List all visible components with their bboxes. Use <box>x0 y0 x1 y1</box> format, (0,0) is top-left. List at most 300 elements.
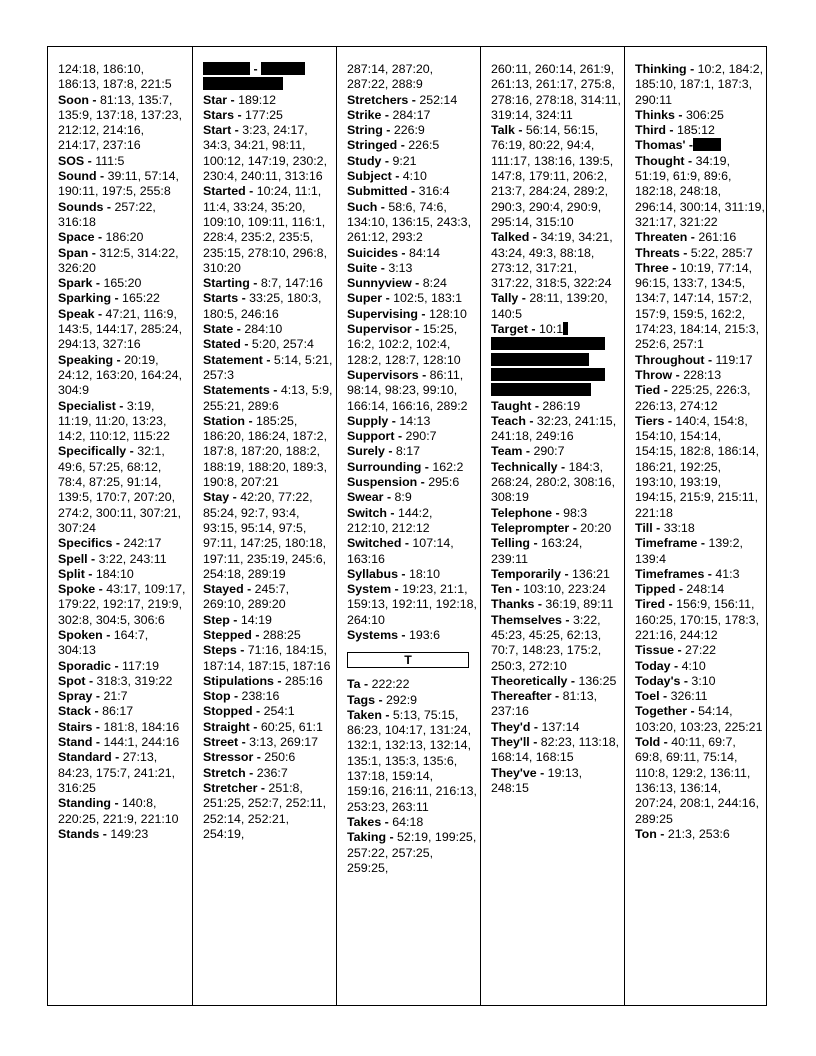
page-references: 102:5, 183:1 <box>393 291 463 306</box>
index-entry: Supervisors - 86:11, 98:14, 98:23, 99:10, 166:14, 166:16, 289:2 <box>347 367 468 413</box>
index-entry: Throw - 228:13 <box>635 367 722 382</box>
index-entry: Study - 9:21 <box>347 153 417 168</box>
index-entry: Stairs - 181:8, 184:16 <box>58 719 180 734</box>
page-references: 33:25, 180:3, 180:5, 246:16 <box>203 291 322 321</box>
index-term: Talk <box>491 123 515 138</box>
index-term: Stack <box>58 704 92 719</box>
page-references: 20:20 <box>580 520 612 535</box>
page-references: 5:20, 257:4 <box>251 337 314 352</box>
index-term: Subject <box>347 169 392 184</box>
page-references: 285:16 <box>284 673 323 688</box>
index-term: Spoke <box>58 582 96 597</box>
index-term: Thought <box>635 153 685 168</box>
index-term: Three <box>635 260 669 275</box>
index-term: Stringed <box>347 138 398 153</box>
index-entry: Ten - 103:10, 223:24 <box>491 582 606 597</box>
index-entry: Standing - 140:8, 220:25, 221:9, 221:10 <box>58 796 179 826</box>
page-references: 226:5 <box>408 138 440 153</box>
index-term: Spot <box>58 673 86 688</box>
page-references: 290:7 <box>533 444 565 459</box>
index-entry: Starts - 33:25, 180:3, 180:5, 246:16 <box>203 291 322 321</box>
index-entry: They'll - 82:23, 113:18, 168:14, 168:15 <box>491 735 620 765</box>
page-references: 119:17 <box>715 352 753 367</box>
index-term: Till <box>635 520 653 535</box>
index-entry: Speaking - 20:19, 24:12, 163:20, 164:24, 304:9 <box>58 352 183 398</box>
index-entry: Toel - 326:11 <box>635 689 708 704</box>
index-entry: Sunnyview - 8:24 <box>347 276 447 291</box>
page-references: 86:11, 98:14, 98:23, 99:10, 166:14, 166:16, 289:2 <box>347 367 468 413</box>
index-term: Together <box>635 704 688 719</box>
index-term: Teach <box>491 413 526 428</box>
index-entry: Step - 14:19 <box>203 612 272 627</box>
page-references: 222:22 <box>371 677 410 692</box>
index-entry: Stands - 149:23 <box>58 826 149 841</box>
index-entry: Such - 58:6, 74:6, 134:10, 136:15, 243:3, 261:12, 293:2 <box>347 199 472 245</box>
index-term: Today's <box>635 673 681 688</box>
index-term: Timeframe <box>635 536 698 551</box>
entries-list <box>347 62 477 643</box>
page-references: 251:8, 251:25, 252:7, 252:11, 252:14, 252:21, 254:19, <box>203 780 327 841</box>
index-entry: Spoken - 164:7, 304:13 <box>58 627 149 658</box>
page-references: 32:23, 241:15, 241:18, 249:16 <box>491 413 617 444</box>
page-references: 8:7, 147:16 <box>260 276 323 291</box>
page-references: 181:8, 184:16 <box>103 719 180 734</box>
index-term: Teleprompter <box>491 520 570 535</box>
index-entry: Subject - 4:10 <box>347 169 427 184</box>
index-term: Stay <box>203 490 230 505</box>
index-entry: Suite - 3:13 <box>347 260 413 275</box>
index-entry: Ta - 222:22 <box>347 677 410 692</box>
index-term: Tired <box>635 597 666 612</box>
index-entry: Specifically - 32:1, 49:6, 57:25, 68:12, 78:4, 87:25, 91:14, 139:5, 170:7, 207:20, 274:2, 300:11, 307:21, 307:24 <box>58 444 182 535</box>
index-term: Stipulations <box>203 673 274 688</box>
index-entry: Sporadic - 117:19 <box>58 658 160 673</box>
index-term: Tied <box>635 383 661 398</box>
index-entry: Sparking - 165:22 <box>58 291 160 306</box>
index-term: Stretchers <box>347 92 409 107</box>
index-term: Thinks <box>635 107 675 122</box>
index-entry: Three - 10:19, 77:14, 96:15, 133:7, 134:5, 134:7, 147:14, 157:2, 157:9, 159:5, 162:2, 174:23, 184:14, 215:3, 252:6, 257:1 <box>635 260 760 352</box>
redacted-entry: - <box>203 62 333 93</box>
index-entry: Talk - 56:14, 56:15, 76:19, 80:22, 94:4, 111:17, 138:16, 139:5, 147:8, 179:11, 206:2, 213:7, 284:24, 289:2, 290:3, 290:4, 290:9, 295:14, 315:10 <box>491 123 614 229</box>
page-references: 236:7 <box>256 765 288 780</box>
index-term: Space <box>58 230 95 245</box>
page-references: 287:14, 287:20, 287:22, 288:9 <box>347 62 434 92</box>
index-term: State <box>203 322 234 337</box>
index-entry: Stringed - 226:5 <box>347 138 440 153</box>
index-term: Talked <box>491 230 530 245</box>
index-entry: Support - 290:7 <box>347 429 437 444</box>
index-term: Stopped <box>203 704 253 719</box>
index-term: Stretcher <box>203 780 258 795</box>
page-references: 226:9 <box>393 123 425 138</box>
index-entry: Standard - 27:13, 84:23, 175:7, 241:21, 316:25 <box>58 750 176 795</box>
index-term: Tags <box>347 692 375 707</box>
index-term: Sunnyview <box>347 276 412 291</box>
index-term: Temporarily <box>491 566 562 581</box>
index-entry: Ton - 21:3, 253:6 <box>635 826 730 841</box>
index-term: Stressor <box>203 750 254 765</box>
entries-list <box>347 677 477 876</box>
page-references: 14:19 <box>240 612 272 627</box>
page-references: 10:2, 184:2, 185:10, 187:1, 187:3, 290:11 <box>635 62 764 107</box>
redaction-block <box>203 62 250 75</box>
index-term: Telephone <box>491 505 553 520</box>
index-entry: Space - 186:20 <box>58 230 144 245</box>
index-entry <box>58 62 188 93</box>
index-entry: Stay - 42:20, 77:22, 85:24, 92:7, 93:4, 93:15, 95:14, 97:5, 97:11, 147:25, 180:18, 197:11, 235:19, 245:6, 254:18, 289:19 <box>203 490 327 581</box>
index-entry: Talked - 34:19, 34:21, 43:24, 49:3, 88:18, 273:12, 317:21, 317:22, 318:5, 322:24 <box>491 230 613 291</box>
index-term: Start <box>203 123 232 138</box>
index-term: Stand <box>58 735 93 750</box>
index-entry: Threaten - 261:16 <box>635 230 737 245</box>
redaction-block <box>491 337 605 350</box>
index-entry: Started - 10:24, 11:1, 11:4, 33:24, 35:20, 109:10, 109:11, 116:1, 228:4, 235:2, 235:5, 235:15, 278:10, 296:8, 310:20 <box>203 184 328 275</box>
page-references: 136:25 <box>578 673 617 688</box>
index-entry: Together - 54:14, 103:20, 103:23, 225:21 <box>635 704 763 734</box>
index-term: Sounds <box>58 199 104 214</box>
index-term: Stayed <box>203 582 244 597</box>
page-references: 156:9, 156:11, 160:25, 170:15, 178:3, 221:16, 244:12 <box>635 597 760 642</box>
index-term: Theoretically <box>491 673 568 688</box>
index-entry: Tired - 156:9, 156:11, 160:25, 170:15, 178:3, 221:16, 244:12 <box>635 597 760 642</box>
index-term: Switched <box>347 536 402 551</box>
index-term: Supervisor <box>347 322 412 337</box>
index-term: Syllabus <box>347 566 398 581</box>
index-column-2 <box>192 47 337 1005</box>
page-references: 248:14 <box>686 582 725 597</box>
index-term: Sparking <box>58 291 112 306</box>
page-references: 47:21, 116:9, 143:5, 144:17, 285:24, 294:13, 327:16 <box>58 306 183 352</box>
index-term: Support <box>347 429 395 444</box>
index-term: Sound <box>58 169 97 184</box>
index-term: Surrounding <box>347 459 422 474</box>
index-entry: Spot - 318:3, 319:22 <box>58 673 173 688</box>
index-term: Team <box>491 444 523 459</box>
redaction-block <box>491 353 589 366</box>
index-entry: Teach - 32:23, 241:15, 241:18, 249:16 <box>491 413 617 444</box>
index-term: Thomas' <box>635 138 686 153</box>
index-entry: Split - 184:10 <box>58 566 134 581</box>
index-entry: Swear - 8:9 <box>347 490 412 505</box>
index-term: Tiers <box>635 413 665 428</box>
page-references: 316:4 <box>418 184 450 199</box>
index-term: Takes <box>347 814 382 829</box>
page-references: 163:24, 239:11 <box>491 536 583 566</box>
index-term: Supervising <box>347 306 418 321</box>
page-references: 184:3, 268:24, 280:2, 308:16, 308:19 <box>491 459 616 505</box>
page-references: 4:10 <box>402 169 427 184</box>
page-references: 10:1 <box>538 322 564 337</box>
index-entry: Sounds - 257:22, 316:18 <box>58 199 156 229</box>
page-references: 124:18, 186:10, 186:13, 187:8, 221:5 <box>58 62 172 92</box>
index-term: Starts <box>203 291 239 306</box>
index-term: Thanks <box>491 597 535 612</box>
page-references: 225:25, 226:3, 226:13, 274:12 <box>635 383 751 413</box>
page-references: 4:10 <box>681 658 706 673</box>
page-references: 261:16 <box>698 230 737 245</box>
page-references: 98:3 <box>563 505 588 520</box>
page-references: 27:13, 84:23, 175:7, 241:21, 316:25 <box>58 750 176 795</box>
index-term: Throughout <box>635 352 705 367</box>
index-entry <box>347 62 477 93</box>
page-references: 177:25 <box>245 107 283 122</box>
page-references: 81:13, 135:7, 135:9, 137:18, 137:23, 212:12, 214:16, 214:17, 237:16 <box>58 92 183 153</box>
index-entry: Stretchers - 252:14 <box>347 92 458 107</box>
index-entry: Today's - 3:10 <box>635 673 716 688</box>
page-references: 228:13 <box>683 367 722 382</box>
index-entry: Start - 3:23, 24:17, 34:3, 34:21, 98:11, 100:12, 147:19, 230:2, 230:4, 240:11, 313:16 <box>203 123 328 184</box>
index-entry: Temporarily - 136:21 <box>491 566 610 581</box>
index-term: Step <box>203 612 230 627</box>
column-entries <box>193 47 337 842</box>
page-references: 52:19, 199:25, 257:22, 257:25, 259:25, <box>347 830 477 875</box>
page-references: 290:7 <box>405 429 437 444</box>
page-references: 27:22 <box>685 643 717 658</box>
page-references: 36:19, 89:11 <box>545 597 614 612</box>
index-column-5 <box>624 47 769 1005</box>
index-term: Starting <box>203 276 250 291</box>
index-entry: Straight - 60:25, 61:1 <box>203 719 323 734</box>
page-references: 28:11, 139:20, 140:5 <box>491 291 608 321</box>
page-references: 260:11, 260:14, 261:9, 261:13, 261:17, 275:8, 278:16, 278:18, 314:11, 319:14, 324:11 <box>491 62 621 122</box>
page-references: 312:5, 314:22, 326:20 <box>58 245 179 275</box>
index-term: Spark <box>58 276 93 291</box>
index-term: Stars <box>203 107 234 122</box>
index-term: Today <box>635 658 671 673</box>
index-entry: Specialist - 3:19, 11:19, 11:20, 13:23, 14:2, 110:12, 115:22 <box>58 398 170 444</box>
page-references: 56:14, 56:15, 76:19, 80:22, 94:4, 111:17, 138:16, 139:5, 147:8, 179:11, 206:2, 213:7, 284:24, 289:2, 290:3, 290:4, 290:9, 295:14, 315:10 <box>491 123 614 229</box>
page-references: 165:20 <box>103 276 142 291</box>
index-entry: Till - 33:18 <box>635 520 695 535</box>
page-references: 5:22, 285:7 <box>690 245 753 260</box>
index-entry: Taking - 52:19, 199:25, 257:22, 257:25, 259:25, <box>347 830 477 875</box>
page-references: 185:12 <box>677 123 715 138</box>
index-term: Ton <box>635 826 657 841</box>
index-term: Statement <box>203 352 263 367</box>
redaction-block <box>491 368 605 381</box>
page-references: 3:22, 45:23, 45:25, 62:13, 70:7, 148:23, 175:2, 250:3, 272:10 <box>491 612 602 673</box>
page-references: 318:3, 319:22 <box>96 673 173 688</box>
index-entry: Thomas' - <box>635 138 765 153</box>
index-term: Specialist <box>58 398 116 413</box>
index-term: System <box>347 582 392 597</box>
index-term: Submitted <box>347 184 408 199</box>
page-references: 184:10 <box>95 566 134 581</box>
index-term: Taken <box>347 707 382 722</box>
index-entry: Stated - 5:20, 257:4 <box>203 337 314 352</box>
index-column-1 <box>48 47 192 1005</box>
index-term: Taking <box>347 830 387 845</box>
index-entry: Speak - 47:21, 116:9, 143:5, 144:17, 285:24, 294:13, 327:16 <box>58 306 183 352</box>
page-references: 186:20 <box>105 230 144 245</box>
index-entry: Threats - 5:22, 285:7 <box>635 245 753 260</box>
page-references: 18:10 <box>408 566 440 581</box>
index-entry: Super - 102:5, 183:1 <box>347 291 463 306</box>
page-references: 10:24, 11:1, 11:4, 33:24, 35:20, 109:10, 109:11, 116:1, 228:4, 235:2, 235:5, 235:15, 278:10, 296:8, 310:20 <box>203 184 328 275</box>
page-references: 4:13, 5:9, 255:21, 289:6 <box>203 383 333 413</box>
index-column-3 <box>336 47 481 1005</box>
index-entry: Tags - 292:9 <box>347 692 418 707</box>
index-term: Statements <box>203 383 270 398</box>
page-references: 288:25 <box>262 627 301 642</box>
page-references: 295:6 <box>428 475 460 490</box>
page-references: 84:14 <box>408 245 440 260</box>
index-term: Third <box>635 123 666 138</box>
page-references: 165:22 <box>122 291 160 306</box>
index-entry: Strike - 284:17 <box>347 107 431 122</box>
page-references: 149:23 <box>110 826 149 841</box>
index-entry: Starting - 8:7, 147:16 <box>203 276 323 291</box>
index-entry: Stressor - 250:6 <box>203 750 296 765</box>
page-references: 64:18 <box>392 814 424 829</box>
index-term: Told <box>635 735 661 750</box>
page-references: 140:4, 154:8, 154:10, 154:14, 154:15, 182:8, 186:14, 186:21, 192:25, 193:10, 193:19, 194:15, 215:9, 215:11, 221:18 <box>635 413 760 520</box>
page-references: 252:14 <box>419 92 458 107</box>
index-entry: Supply - 14:13 <box>347 413 431 428</box>
index-entry: Stipulations - 285:16 <box>203 673 323 688</box>
page-references: 238:16 <box>241 689 280 704</box>
page-references: 54:14, 103:20, 103:23, 225:21 <box>635 704 763 734</box>
page-references: 5:14, 5:21, 257:3 <box>203 352 333 382</box>
index-term: Specifically <box>58 444 127 459</box>
index-entry: Thanks - 36:19, 89:11 <box>491 597 614 612</box>
index-term: They've <box>491 765 537 780</box>
page-references: 5:13, 75:15, 86:23, 104:17, 131:24, 132:1, 132:13, 132:14, 135:1, 135:3, 135:6, 137:18, 159:14, 159:16, 216:11, 216:13, 253:23, 263:11 <box>347 707 477 814</box>
page-references: 117:19 <box>122 658 160 673</box>
index-entry: Street - 3:13, 269:17 <box>203 735 319 750</box>
index-entry: Throughout - 119:17 <box>635 352 753 367</box>
index-entry: Tiers - 140:4, 154:8, 154:10, 154:14, 154:15, 182:8, 186:14, 186:21, 192:25, 193:10, 193:19, 194:15, 215:9, 215:11, 221:18 <box>635 413 760 520</box>
redaction-block <box>203 77 283 90</box>
page-references: 33:18 <box>663 520 695 535</box>
index-entry: Spark - 165:20 <box>58 276 142 291</box>
index-term: Stairs <box>58 719 93 734</box>
index-entry: Surrounding - 162:2 <box>347 459 464 474</box>
page-references: 81:13, 237:16 <box>491 689 598 719</box>
index-entry: Taken - 5:13, 75:15, 86:23, 104:17, 131:24, 132:1, 132:13, 132:14, 135:1, 135:3, 135:6, 137:18, 159:14, 159:16, 216:11, 216:13, 253:23, 263:11 <box>347 707 477 814</box>
index-entry: Span - 312:5, 314:22, 326:20 <box>58 245 179 275</box>
index-term: Tipped <box>635 582 676 597</box>
index-term: Suspension <box>347 475 418 490</box>
index-entry: SOS - 111:5 <box>58 153 125 168</box>
index-entry: Timeframe - 139:2, 139:4 <box>635 536 743 566</box>
index-term: Switch <box>347 505 387 520</box>
index-entry: Technically - 184:3, 268:24, 280:2, 308:16, 308:19 <box>491 459 616 505</box>
index-entry: Statements - 4:13, 5:9, 255:21, 289:6 <box>203 383 333 413</box>
page-references: 250:6 <box>264 750 296 765</box>
index-entry: Thereafter - 81:13, 237:16 <box>491 689 598 719</box>
index-term: Telling <box>491 536 531 551</box>
index-term: Sporadic <box>58 658 112 673</box>
page-references: 34:19, 51:19, 61:9, 89:6, 182:18, 248:18, 296:14, 300:14, 311:19, 321:17, 321:22 <box>635 153 765 229</box>
page-references: 3:23, 24:17, 34:3, 34:21, 98:11, 100:12, 147:19, 230:2, 230:4, 240:11, 313:16 <box>203 123 328 184</box>
index-term: Timeframes <box>635 566 705 581</box>
index-term: Such <box>347 199 378 214</box>
index-entry: Stretch - 236:7 <box>203 765 288 780</box>
index-entry: Stack - 86:17 <box>58 704 134 719</box>
index-entry: String - 226:9 <box>347 123 425 138</box>
index-term: Toel <box>635 689 660 704</box>
page-references: 32:1, 49:6, 57:25, 68:12, 78:4, 87:25, 91:14, 139:5, 170:7, 207:20, 274:2, 300:11, 307:21, 307:24 <box>58 444 182 535</box>
column-entries <box>48 47 192 842</box>
column-entries <box>481 47 625 796</box>
page-references: 3:19, 11:19, 11:20, 13:23, 14:2, 110:12, 115:22 <box>58 398 170 444</box>
redaction-block <box>491 383 591 396</box>
index-entry: Suicides - 84:14 <box>347 245 440 260</box>
page-references: 139:2, 139:4 <box>635 536 743 566</box>
page-references: 41:3 <box>715 566 740 581</box>
index-entry: Tissue - 27:22 <box>635 643 717 658</box>
page-references: 82:23, 113:18, 168:14, 168:15 <box>491 735 620 765</box>
index-entry: Spoke - 43:17, 109:17, 179:22, 192:17, 219:9, 302:8, 304:5, 306:6 <box>58 582 186 627</box>
index-term: Threats <box>635 245 680 260</box>
index-term: Throw <box>635 367 673 382</box>
index-term: Stands <box>58 826 100 841</box>
page-references: 284:17 <box>392 107 431 122</box>
index-entry: Systems - 193:6 <box>347 627 441 642</box>
index-entry: Station - 185:25, 186:20, 186:24, 187:2, 187:8, 187:20, 188:2, 188:19, 188:20, 189:3, 190:8, 207:21 <box>203 413 328 490</box>
index-term: Thinking <box>635 62 687 76</box>
page-references: 40:11, 69:7, 69:8, 69:11, 75:14, 110:8, 129:2, 136:11, 136:13, 136:14, 207:24, 208:1, 244:16, 289:25 <box>635 735 760 826</box>
page-references: 245:7, 269:10, 289:20 <box>203 582 290 612</box>
index-entry: Stars - 177:25 <box>203 107 283 122</box>
page-references: 60:25, 61:1 <box>260 719 323 734</box>
index-entry: Steps - 71:16, 184:15, 187:14, 187:15, 187:16 <box>203 643 331 673</box>
redaction-block <box>261 62 305 75</box>
page-references: 20:19, 24:12, 163:20, 164:24, 304:9 <box>58 352 183 398</box>
index-term: Spray <box>58 689 93 704</box>
index-entry: State - 284:10 <box>203 322 283 337</box>
index-term: Star <box>203 92 228 107</box>
page-references: 10:19, 77:14, 96:15, 133:7, 134:5, 134:7, 147:14, 157:2, 157:9, 159:5, 162:2, 174:23, 184:14, 215:3, 252:6, 257:1 <box>635 260 760 352</box>
index-entry: They'd - 137:14 <box>491 719 580 734</box>
page-references: 242:17 <box>123 536 162 551</box>
index-entry: Stayed - 245:7, 269:10, 289:20 <box>203 582 290 612</box>
entries-list <box>203 93 333 843</box>
index-entry: Takes - 64:18 <box>347 814 424 829</box>
index-term: Spoken <box>58 627 103 642</box>
page-references: 34:19, 34:21, 43:24, 49:3, 88:18, 273:12, 317:21, 317:22, 318:5, 322:24 <box>491 230 613 291</box>
index-term: SOS <box>58 153 85 168</box>
index-term: Supervisors <box>347 367 419 382</box>
index-entry: Told - 40:11, 69:7, 69:8, 69:11, 75:14, 110:8, 129:2, 136:11, 136:13, 136:14, 207:24, 208:1, 244:16, 289:25 <box>635 735 760 826</box>
page-references: 42:20, 77:22, 85:24, 92:7, 93:4, 93:15, 95:14, 97:5, 97:11, 147:25, 180:18, 197:11, 235:19, 245:6, 254:18, 289:19 <box>203 490 327 581</box>
column-entries <box>337 47 481 876</box>
page-references: 137:14 <box>541 719 580 734</box>
page-references: 8:24 <box>422 276 447 291</box>
index-entry: Spell - 3:22, 243:11 <box>58 551 167 566</box>
index-term: Stretch <box>203 765 246 780</box>
page-references: 326:11 <box>670 689 708 704</box>
index-term: Themselves <box>491 612 562 627</box>
page-references: 71:16, 184:15, 187:14, 187:15, 187:16 <box>203 643 331 673</box>
page-references: 21:3, 253:6 <box>667 826 730 841</box>
index-term: Thereafter <box>491 689 552 704</box>
index-term: Split <box>58 566 85 581</box>
index-entry: Tipped - 248:14 <box>635 582 725 597</box>
index-term: Tally <box>491 291 519 306</box>
redaction-block <box>693 138 721 151</box>
index-term: Suite <box>347 260 378 275</box>
page-references: 284:10 <box>244 322 283 337</box>
index-term: Stated <box>203 337 241 352</box>
index-entry: Tally - 28:11, 139:20, 140:5 <box>491 291 608 321</box>
page-references: 8:9 <box>394 490 412 505</box>
index-entry: They've - 19:13, 248:15 <box>491 765 583 795</box>
index-entry: Surely - 8:17 <box>347 444 421 459</box>
index-term: Soon <box>58 92 89 107</box>
